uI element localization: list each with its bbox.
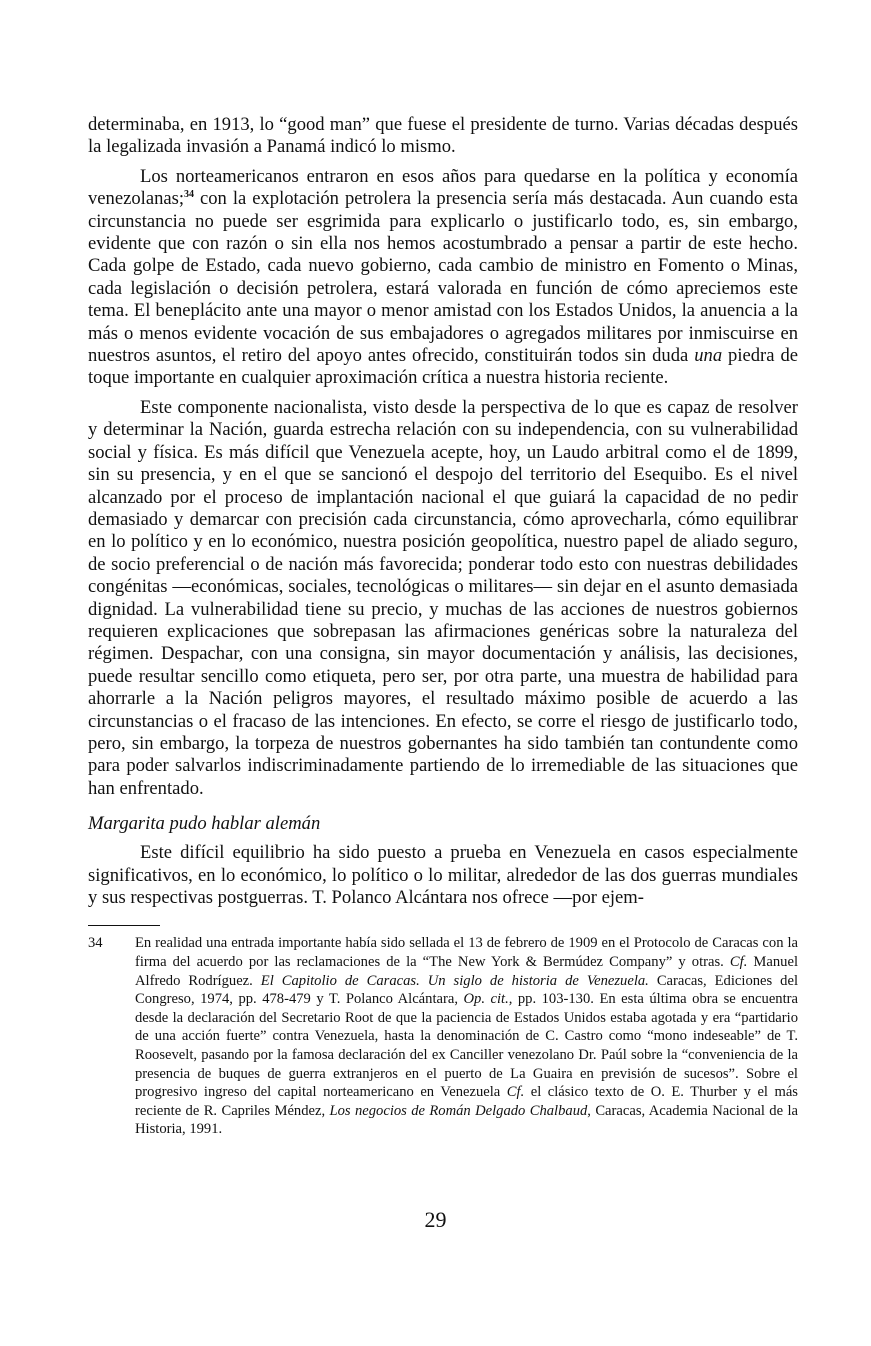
- page-number: 29: [424, 1207, 447, 1232]
- paragraph-componente-nacionalista: Este componente nacionalista, visto desde la perspectiva de lo que es capaz de resolver y determinar la Nación, guarda estrecha relación con su independencia, con su vulnerabilidad social y física. Es más difícil que Venezuela acepte, hoy, un Laudo arbitral como el de 1899, sin su presencia, y en el que se sancionó el despojo del territorio del Esequibo. Es el nivel alcanzado por el proceso de implantación nacional el que guiará la capacidad de no pedir demasiado y demarcar con precisión cada circunstancia, cómo aprovecharla, cómo equilibrar en lo político y en lo económico, nuestra posición geopolítica, nuestro papel de aliado seguro, de socio preferencial o de nación más favorecida; ponderar todo esto con nuestras debilidades congénitas —económicas, sociales, tecnológicas o militares— sin dejar en el asunto demasiada dignidad. La vulnerabilidad tiene su precio, y muchas de las acciones de nuestros gobiernos requieren explicaciones que sobrepasan las afirmaciones genéricas sobre la naturaleza del régimen. Despachar, con una consigna, sin mayor documentación y análisis, las decisiones, puede resultar sencillo como etiqueta, pero ser, por otra parte, una muestra de habilidad para ahorrarle a la Nación peligros mayores, el resultado máximo posible de acuerdo a las circunstancias o el fracaso de las intenciones. En efecto, se corre el riesgo de justificarlo todo, pero, sin embargo, la torpeza de nuestros gobernantes ha sido también tan contundente como para poder salvarlos indiscriminadamente partiendo de lo irremediable de las situaciones que han enfrentado.: [88, 396, 798, 799]
- footnote-reference[interactable]: 34: [184, 189, 195, 201]
- page-body: [88, 114, 798, 1139]
- footnote-34: [88, 934, 798, 1139]
- footnote-divider: [88, 925, 160, 926]
- paragraph-dificil-equilibrio: Este difícil equilibrio ha sido puesto a prueba en Venezuela en casos especialmente significativos, en lo económico, lo político o lo militar, alrededor de las dos guerras mundiales y sus respectivas postguerras. T. Polanco Alcántara nos ofrece —por ejem-: [88, 842, 798, 908]
- paragraph-continuation: determinaba, en 1913, lo “good man” que fuese el presidente de turno. Varias décadas después la legalizada invasión a Panamá indicó lo mismo.: [88, 114, 798, 158]
- paragraph-norteamericanos: Los norteamericanos entraron en esos años para quedarse en la política y economía venezolanas;$^{34}$ con la explotación petrolera la presencia sería más destacada. Aun cuando esta circunstancia no puede ser esgrimida para explicarlo o justificarlo todo, es, sin embargo, evidente que con razón o sin ella nos hemos acostumbrado a pensar a partir de este hecho. Cada golpe de Estado, cada nuevo gobierno, cada cambio de ministro en Fomento o Minas, cada legislación o decisión petrolera, estará valorada en función de cómo apreciemos este tema. El beneplácito ante una mayor o menor amistad con los Estados Unidos, la anuencia a la más o menos evidente vocación de sus embajadores o agregados militares por inmiscuirse en nuestros asuntos, el retiro del apoyo antes ofrecido, constituirán todos sin duda una piedra de toque importante en cualquier aproximación crítica a nuestra historia reciente.: [88, 165, 798, 389]
- footnote-text: En realidad una entrada importante había sido sellada el 13 de febrero de 1909 en el Protocolo de Caracas con la firma del acuerdo por las reclamaciones de la “The New York & Bermúdez Company” y otras. Cf. Manuel Alfredo Rodríguez. El Capitolio de Caracas. Un siglo de historia de Venezuela. Caracas, Ediciones del Congreso, 1974, pp. 478-479 y T. Polanco Alcántara, Op. cit., pp. 103-130. En esta última obra se encuentra desde la declaración del Secretario Root de que la paciencia de Estados Unidos estaba agotada y era “partidario de una acción fuerte” contra Venezuela, hasta la denominación de C. Castro como “mono indeseable” de T. Roosevelt, pasando por la famosa declaración del ex Canciller venezolano Dr. Paúl sobre la “conveniencia de la presencia de buques de guerra extranjeros en el puerto de La Guaira en previsión de sucesos”. Sobre el progresivo ingreso del capital norteamericano en Venezuela Cf. el clásico texto de O. E. Thurber y el más reciente de R. Capriles Méndez, Los negocios de Román Delgado Chalbaud, Caracas, Academia Nacional de la Historia, 1991.: [135, 935, 799, 1138]
- footnote-number: 34: [88, 935, 103, 952]
- section-heading: Margarita pudo hablar alemán: [88, 813, 321, 835]
